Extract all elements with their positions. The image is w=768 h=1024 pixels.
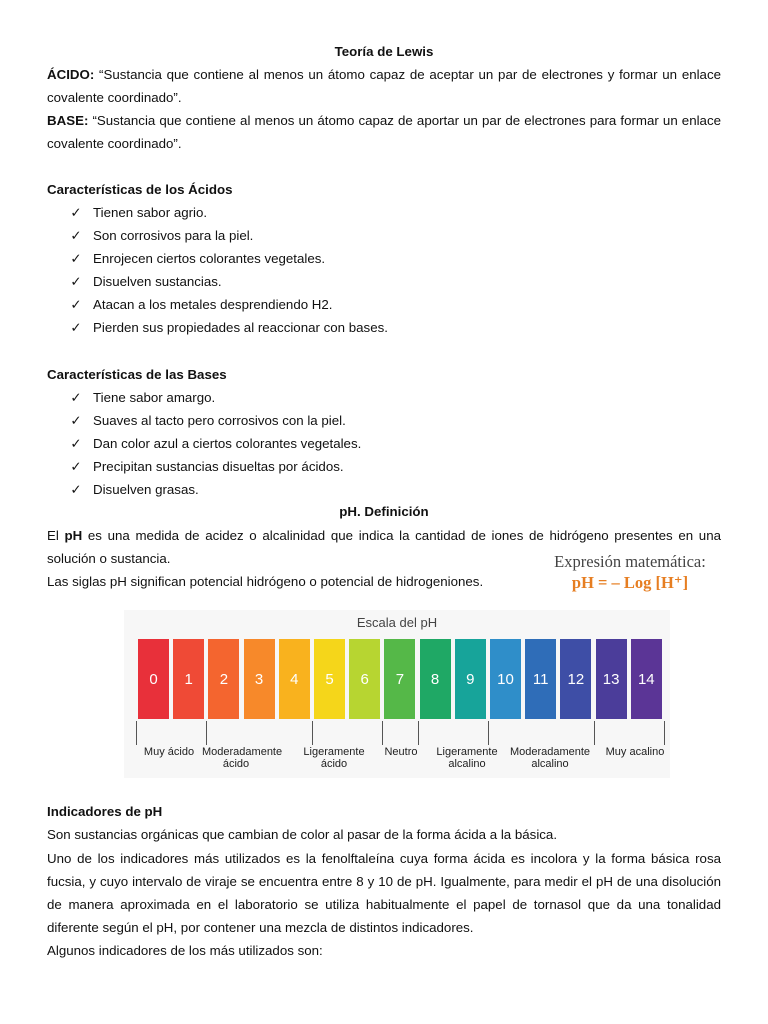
list-item: ✓ Suaves al tacto pero corrosivos con la piel. (47, 409, 721, 432)
ph-title: pH. Definición (339, 504, 429, 519)
scale-range-label: Neutro (384, 746, 418, 758)
lewis-title: Teoría de Lewis (334, 44, 434, 59)
base-definition (47, 109, 721, 155)
list-item: ✓ Tiene sabor amargo. (47, 386, 721, 409)
list-item: ✓ Tienen sabor agrio. (47, 201, 721, 224)
check-icon: ✓ (70, 459, 82, 474)
check-icon: ✓ (70, 205, 82, 220)
ph-cell-5: 5 (314, 639, 345, 719)
scale-range-label: Muy ácido (143, 746, 195, 758)
ph-scale-figure (124, 610, 670, 778)
indicators-p2: Uno de los indicadores más utilizados es la fenolftaleína cuya forma ácida es incolora y la forma básica rosa fucsia, y cuyo intervalo de viraje se encuentra entre 8 y 10 de pH. Igualmente, para medir el pH de una disolución de manera aproximada en el laboratorio se utiliza habitualmente el papel de tornasol que da una tonalidad diferente según el pH, por contener una mezcla de distintos indicadores. (47, 851, 721, 935)
scale-tick (382, 721, 383, 745)
base-text: “Sustancia que contiene al menos un átomo capaz de aportar un par de electrones para formar un enlace covalente coordinado”. (47, 113, 721, 151)
check-icon: ✓ (70, 251, 82, 266)
scale-tick (136, 721, 137, 745)
base-label: BASE: (47, 113, 89, 128)
check-icon: ✓ (70, 413, 82, 428)
scale-tick (594, 721, 595, 745)
acid-label: ÁCIDO: (47, 67, 95, 82)
scale-range-label: Ligeramente alcalino (436, 746, 498, 770)
indicators-p3: Algunos indicadores de los más utilizados son: (47, 943, 323, 958)
ph-cell-13: 13 (596, 639, 627, 719)
scale-range-label: Moderadamente ácido (202, 746, 283, 770)
check-icon: ✓ (70, 482, 82, 497)
list-item: ✓ Atacan a los metales desprendiendo H2. (47, 293, 721, 316)
ph-cell-9: 9 (455, 639, 486, 719)
list-item: ✓ Pierden sus propiedades al reaccionar con bases. (47, 316, 721, 339)
bases-heading: Características de las Bases (47, 367, 227, 382)
scale-range-label: Ligeramente ácido (303, 746, 365, 770)
ph-cell-8: 8 (420, 639, 451, 719)
scale-cells (138, 639, 664, 719)
list-item: ✓ Son corrosivos para la piel. (47, 224, 721, 247)
indicators-heading: Indicadores de pH (47, 804, 163, 819)
ph-cell-7: 7 (384, 639, 415, 719)
list-item: ✓ Disuelven grasas. (47, 478, 721, 501)
ph-cell-12: 12 (560, 639, 591, 719)
list-item: ✓ Precipitan sustancias disueltas por ácidos. (47, 455, 721, 478)
ph-cell-0: 0 (138, 639, 169, 719)
acid-definition (47, 63, 721, 109)
check-icon: ✓ (70, 390, 82, 405)
scale-tick (664, 721, 665, 745)
check-icon: ✓ (70, 274, 82, 289)
scale-range-label: Muy acalino (605, 746, 665, 758)
list-item: ✓ Dan color azul a ciertos colorantes vegetales. (47, 432, 721, 455)
indicators-p1: Son sustancias orgánicas que cambian de color al pasar de la forma ácida a la básica. (47, 827, 558, 842)
check-icon: ✓ (70, 228, 82, 243)
scale-tick (206, 721, 207, 745)
scale-tick (418, 721, 419, 745)
ph-definition: El pH es una medida de acidez o alcalinidad que indica la cantidad de iones de hidrógeno presentes en una solución o sustancia. (47, 528, 721, 566)
scale-title: Escala del pH (356, 615, 438, 630)
ph-cell-14: 14 (631, 639, 662, 719)
list-item: ✓ Disuelven sustancias. (47, 270, 721, 293)
ph-cell-6: 6 (349, 639, 380, 719)
check-icon: ✓ (70, 436, 82, 451)
ph-cell-4: 4 (279, 639, 310, 719)
scale-ticks (138, 721, 664, 746)
scale-range-labels (124, 746, 670, 778)
acids-heading: Características de los Ácidos (47, 182, 233, 197)
bases-list (47, 386, 721, 501)
ph-cell-3: 3 (244, 639, 275, 719)
math-expression (530, 552, 730, 594)
acids-list (47, 201, 721, 339)
check-icon: ✓ (70, 297, 82, 312)
scale-tick (312, 721, 313, 745)
list-item: ✓ Enrojecen ciertos colorantes vegetales. (47, 247, 721, 270)
ph-bold: pH (64, 528, 83, 543)
scale-tick (488, 721, 489, 745)
ph-cell-1: 1 (173, 639, 204, 719)
ph-cell-10: 10 (490, 639, 521, 719)
ph-cell-11: 11 (525, 639, 556, 719)
expression-formula: pH = – Log [H⁺] (571, 573, 689, 592)
ph-acronym: Las siglas pH significan potencial hidrógeno o potencial de hidrogeniones. (47, 574, 484, 589)
check-icon: ✓ (70, 320, 82, 335)
ph-cell-2: 2 (208, 639, 239, 719)
expression-title: Expresión matemática: (554, 552, 706, 571)
scale-range-label: Moderadamente alcalino (509, 746, 591, 770)
acid-text: “Sustancia que contiene al menos un átomo capaz de aceptar un par de electrones y formar un enlace covalente coordinado”. (47, 67, 721, 105)
